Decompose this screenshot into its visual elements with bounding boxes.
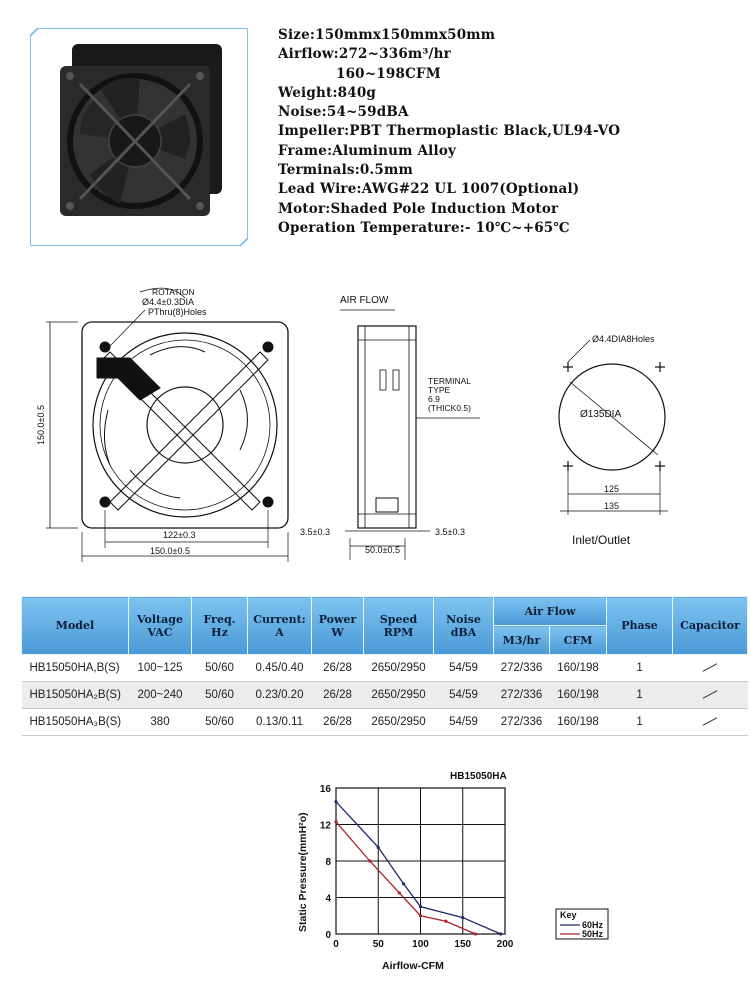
performance-chart [290, 770, 620, 990]
airflow-label: AIR FLOW [340, 295, 389, 306]
chart-xlabel: Airflow-CFM [382, 960, 444, 972]
cell-phase: 1 [607, 655, 673, 682]
x-tick-label: 0 [333, 939, 339, 950]
data-point [461, 916, 464, 919]
product-photo [30, 28, 248, 246]
hole-note-label: PThru(8)Holes [148, 307, 207, 317]
y-tick-label: 16 [319, 784, 331, 795]
terminal-label-4: (THICK0.5) [428, 403, 471, 413]
cell-freq: 50/60 [192, 709, 248, 736]
inlet-135-label: 135 [604, 501, 620, 511]
cell-voltage: 380 [129, 709, 192, 736]
cell-m3hr: 272/336 [494, 709, 550, 736]
header-voltage: Voltage VAC [129, 597, 192, 655]
spec-lead-wire: Lead Wire:AWG#22 UL 1007(Optional) [278, 181, 580, 198]
capacitor-icon [703, 691, 718, 699]
cell-speed: 2650/2950 [364, 682, 434, 709]
table-row [22, 709, 748, 736]
y-tick-label: 0 [325, 930, 331, 941]
data-point [474, 932, 477, 935]
header-freq: Freq. Hz [192, 597, 248, 655]
x-tick-label: 150 [454, 939, 472, 950]
depth-dim-label: 50.0±0.5 [365, 545, 400, 555]
spec-impeller: Impeller:PBT Thermoplastic Black,UL94-VO [278, 123, 621, 140]
cell-capacitor [673, 655, 748, 682]
cell-speed: 2650/2950 [364, 709, 434, 736]
cell-phase: 1 [607, 709, 673, 736]
chart-ylabel: Static Pressure(mmH²o) [297, 812, 309, 932]
header-speed: Speed RPM [364, 597, 434, 655]
spec-size: Size:150mmx150mmx50mm [278, 27, 496, 43]
table-row [22, 682, 748, 709]
spec-noise: Noise:54~59dBA [278, 104, 409, 121]
cell-noise: 54/59 [434, 709, 494, 736]
inner-dim-label: 122±0.3 [163, 530, 196, 540]
y-tick-label: 4 [325, 893, 331, 905]
chart-title: HB15050HA [450, 771, 507, 782]
terminal-label-2: TYPE [428, 385, 451, 395]
data-point [398, 891, 401, 894]
outer-dim-label: 150.0±0.5 [150, 546, 190, 556]
side-view-drawing [300, 295, 480, 560]
cell-current: 0.13/0.11 [248, 709, 312, 736]
data-point [444, 920, 447, 923]
spec-motor: Motor:Shaded Pole Induction Motor [278, 200, 559, 217]
cell-model: HB15050HA₂B(S) [22, 682, 129, 709]
technical-drawings [0, 270, 750, 580]
data-point [402, 882, 405, 885]
cell-capacitor [673, 709, 748, 736]
header-noise: Noise dBA [434, 597, 494, 655]
x-tick-label: 200 [496, 939, 514, 950]
header-current: Current: A [248, 597, 312, 655]
header-airflow: Air Flow [494, 597, 607, 626]
x-tick-label: 100 [412, 939, 429, 950]
height-dim-label: 150.0±0.5 [36, 405, 46, 445]
cell-m3hr: 272/336 [494, 655, 550, 682]
cell-speed: 2650/2950 [364, 655, 434, 682]
capacitor-icon [703, 664, 718, 672]
chart-legend [556, 909, 608, 939]
spec-table [21, 596, 748, 736]
data-point [499, 932, 502, 935]
data-point [334, 800, 337, 803]
cell-noise: 54/59 [434, 682, 494, 709]
capacitor-icon [703, 718, 718, 726]
cell-model: HB15050HA,B(S) [22, 655, 129, 682]
inlet-outlet-label: Inlet/Outlet [572, 533, 631, 547]
cell-model: HB15050HA₃B(S) [22, 709, 129, 736]
spec-list [278, 26, 748, 238]
data-point [419, 914, 422, 917]
cell-power: 26/28 [312, 709, 364, 736]
inlet-125-label: 125 [604, 484, 620, 494]
cell-m3hr: 272/336 [494, 682, 550, 709]
cell-power: 26/28 [312, 655, 364, 682]
cell-voltage: 100~125 [129, 655, 192, 682]
header-power: Power W [312, 597, 364, 655]
cell-freq: 50/60 [192, 655, 248, 682]
spec-airflow: Airflow:272~336m³/hr [278, 46, 451, 63]
side-left-dim-label: 3.5±0.3 [300, 527, 330, 537]
cell-current: 0.45/0.40 [248, 655, 312, 682]
cell-cfm: 160/198 [550, 709, 607, 736]
cell-phase: 1 [607, 682, 673, 709]
terminal-label-3: 6.9 [428, 394, 440, 404]
table-row [22, 655, 748, 682]
data-point [334, 820, 337, 823]
fan-image [60, 44, 222, 216]
header-m3hr: M3/hr [494, 626, 550, 655]
inlet-dia-label: Ø135DIA [580, 409, 622, 420]
legend-label-50hz: 50Hz [582, 929, 604, 939]
rotation-label: ROTATION [152, 287, 195, 297]
data-point [368, 859, 371, 862]
cell-cfm: 160/198 [550, 682, 607, 709]
cell-voltage: 200~240 [129, 682, 192, 709]
header-model: Model [22, 597, 129, 655]
terminal-label-1: TERMINAL [428, 376, 471, 386]
cell-freq: 50/60 [192, 682, 248, 709]
spec-terminals: Terminals:0.5mm [278, 162, 413, 179]
cell-capacitor [673, 682, 748, 709]
header-capacitor: Capacitor [673, 597, 748, 655]
spec-weight: Weight:840g [278, 84, 377, 101]
inlet-view-drawing [559, 334, 668, 547]
spec-airflow-cfm: 160~198CFM [336, 65, 441, 82]
inlet-holes-label: Ø4.4DIA8Holes [592, 334, 655, 344]
x-tick-label: 50 [372, 939, 384, 950]
cell-noise: 54/59 [434, 655, 494, 682]
data-point [419, 905, 422, 908]
spec-frame: Frame:Aluminum Alloy [278, 142, 457, 159]
y-tick-label: 8 [325, 857, 331, 868]
header-phase: Phase [607, 597, 673, 655]
series-line-50hz [336, 822, 475, 934]
hole-dia-label: Ø4.4±0.3DIA [142, 297, 194, 307]
front-view-drawing [36, 287, 288, 562]
legend-label-60hz: 60Hz [582, 920, 604, 930]
spec-temperature: Operation Temperature:- 10℃~+65℃ [278, 219, 570, 236]
legend-title: Key [560, 910, 577, 920]
cell-cfm: 160/198 [550, 655, 607, 682]
data-point [377, 846, 380, 849]
side-right-dim-label: 3.5±0.3 [435, 527, 465, 537]
cell-current: 0.23/0.20 [248, 682, 312, 709]
header-cfm: CFM [550, 626, 607, 655]
cell-power: 26/28 [312, 682, 364, 709]
y-tick-label: 12 [319, 820, 331, 832]
